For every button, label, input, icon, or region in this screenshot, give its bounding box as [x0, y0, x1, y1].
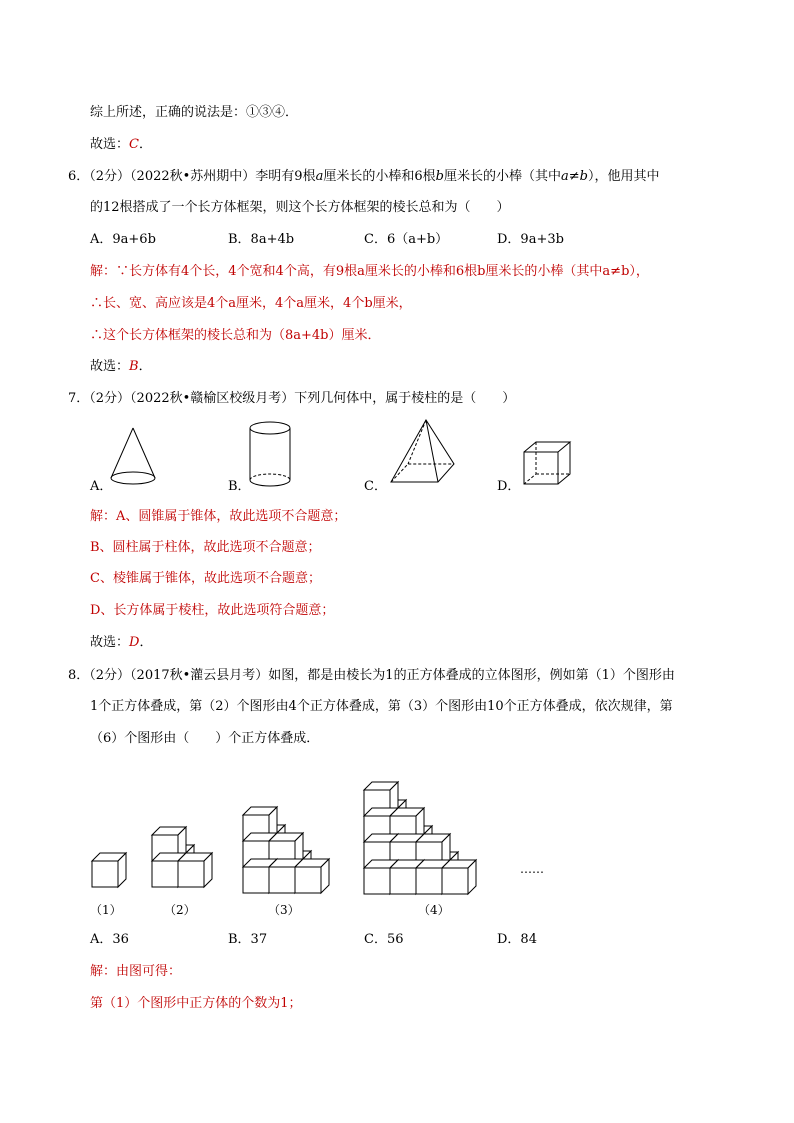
q7-option-a: A．: [90, 479, 113, 494]
q6-text: 厘米长的小棒（其中: [443, 169, 561, 184]
figure-label-3: （3）: [268, 903, 300, 917]
choose-prefix: 故选：: [90, 635, 130, 650]
q8-option-a: A．36: [90, 932, 129, 947]
choose-prefix: 故选：: [90, 359, 130, 374]
q7-solution-a: 解：A、圆锥属于锥体，故此选项不合题意；: [90, 509, 347, 524]
q7-option-c: C．: [364, 479, 387, 494]
question-number: 7．: [68, 391, 90, 406]
q6-text: ），他用其中: [587, 169, 660, 184]
choose-suffix: ．: [138, 359, 152, 374]
question-6-stem-line2: 的12根搭成了一个长方体框架，则这个长方体框架的棱长总和为（ ）: [90, 200, 510, 215]
cube: [442, 860, 476, 894]
answer-letter: B: [129, 359, 139, 374]
q6-option-a: A．9a+6b: [90, 232, 156, 247]
q8-solution-line1: 解：由图可得：: [90, 964, 182, 979]
q6-option-b: B．8a+4b: [228, 232, 295, 247]
choose-prefix: 故选：: [90, 137, 130, 152]
figure-label-2: （2）: [164, 903, 196, 917]
q7-solution-d: D、长方体属于棱柱，故此选项符合题意；: [90, 603, 335, 618]
q6-var-b: b: [435, 169, 444, 184]
q8-option-d: D．84: [497, 932, 537, 947]
previous-summary: 综上所述，正确的说法是：①③④．: [90, 105, 299, 120]
figure-label-4: （4）: [418, 903, 450, 917]
q7-option-b: B．: [228, 479, 251, 494]
q8-solution-line2: 第（1）个图形中正方体的个数为1；: [90, 996, 302, 1011]
choose-suffix: ．: [139, 635, 153, 650]
choose-suffix: ．: [138, 137, 152, 152]
q8-option-c: C．56: [364, 932, 404, 947]
q6-neq: a≠b: [560, 169, 588, 184]
q7-solution-c: C、棱锥属于锥体，故此选项不合题意；: [90, 571, 321, 586]
q6-var-a: a: [315, 169, 324, 184]
q8-option-b: B．37: [228, 932, 268, 947]
cube: [295, 859, 329, 893]
q6-solution-line1: 解：∵长方体有4个长，4个宽和4个高，有9根a厘米长的小棒和6根b厘米长的小棒（其中a≠b），: [90, 264, 649, 279]
question-8-stem-line2: 1个正方体叠成，第（2）个图形由4个正方体叠成，第（3）个图形由10个正方体叠成，依次规律，第: [90, 699, 673, 714]
cube: [92, 853, 126, 887]
q7-option-d: D．: [497, 479, 521, 494]
q6-text: 厘米长的小棒和6根: [323, 169, 436, 184]
question-8-stem-line3: （6）个图形由（ ）个正方体叠成．: [90, 731, 320, 746]
q6-text: （2分）（2022秋•苏州期中）李明有9根: [89, 169, 316, 184]
question-number: 8．: [68, 668, 90, 683]
answer-letter: D: [129, 635, 140, 650]
q6-solution-line2: ∴长、宽、高应该是4个a厘米，4个a厘米，4个b厘米，: [90, 296, 412, 311]
q6-solution-line3: ∴这个长方体框架的棱长总和为（8a+4b）厘米．: [90, 328, 381, 343]
cube: [178, 853, 212, 887]
question-number: 6．: [68, 169, 90, 184]
figure-ellipsis: ……: [520, 862, 544, 876]
q6-option-c: C．6（a+b）: [364, 232, 449, 247]
q8-text: （2分）（2017秋•灌云县月考）如图，都是由棱长为1的正方体叠成的立体图形，例如第（1）个图形由: [89, 668, 675, 683]
q7-text: （2分）（2022秋•赣榆区校级月考）下列几何体中，属于棱柱的是（ ）: [89, 391, 516, 406]
figure-label-1: （1）: [90, 903, 122, 917]
answer-letter: C: [129, 137, 139, 152]
q7-solution-b: B、圆柱属于柱体，故此选项不合题意；: [90, 540, 321, 555]
q6-option-d: D．9a+3b: [497, 232, 564, 247]
